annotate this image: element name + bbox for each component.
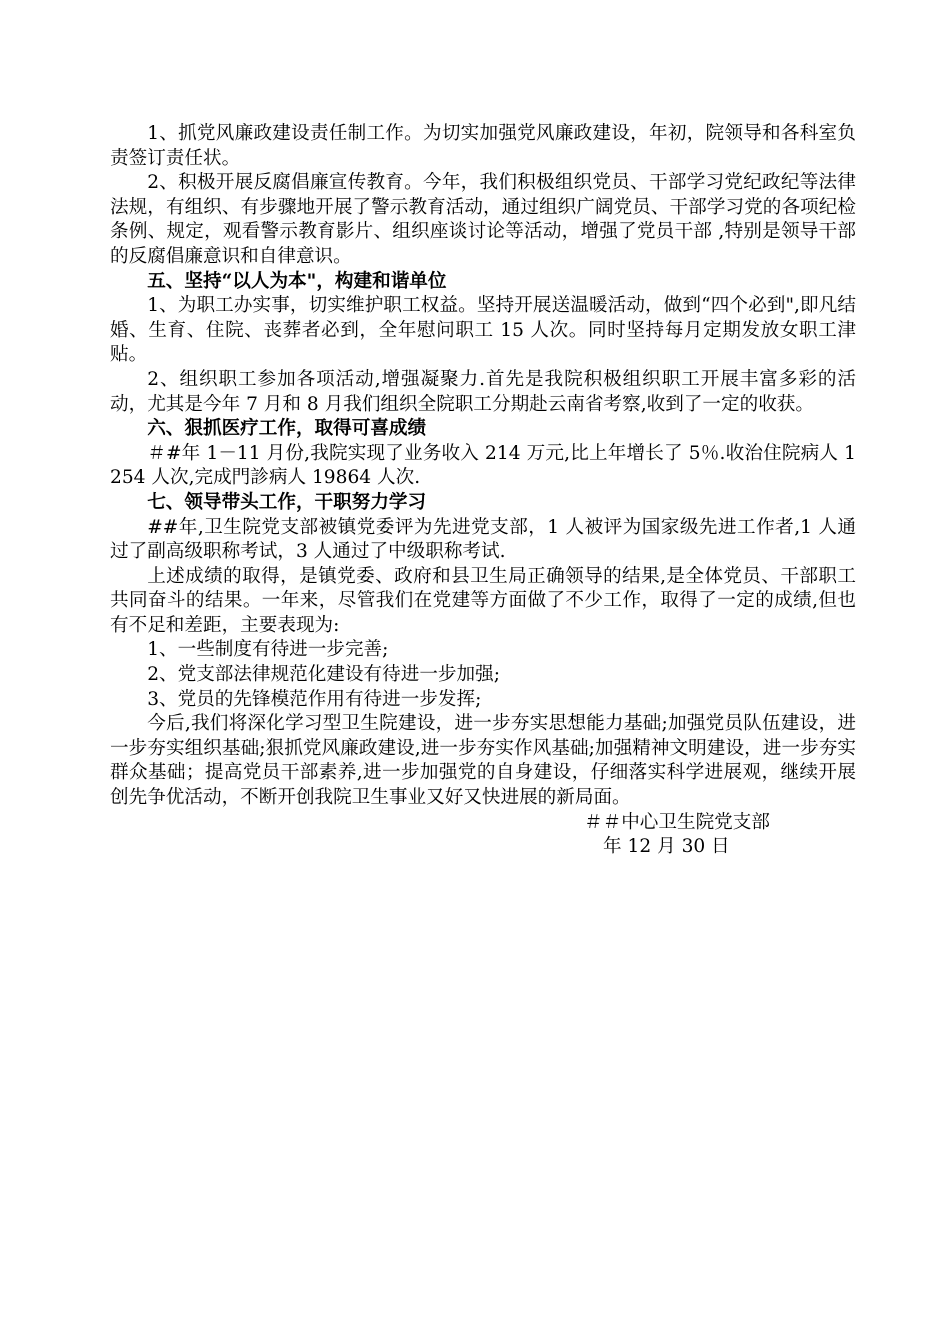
paragraph-8: 今后,我们将深化学习型卫生院建设，进一步夯实思想能力基础;加强党员队伍建设，进一步夯实组织基础;狠抓党风廉政建设,进一步夯实作风基础;加强精神文明建设，进一步夯实群众基础；提高党员干部素养,进一步加强党的自身建设，仔细落实科学进展观，继续开展创先争优活动，不断开创我院卫生事业又好又快进展的新局面。 [110,713,856,809]
paragraph-1: 1、抓党风廉政建设责任制工作。为切实加强党风廉政建设，年初，院领导和各科室负责签订责任状。 [110,123,856,169]
paragraph-7: 上述成绩的取得，是镇党委、政府和县卫生局正确领导的结果,是全体党员、干部职工共同奋斗的结果。一年来，尽管我们在党建等方面做了不少工作，取得了一定的成绩,但也有不足和差距，主要表现为: [110,565,856,636]
list-item-2: 2、党支部法律规范化建设有待进一步加强; [147,664,500,686]
signature-org: ＃＃中心卫生院党支部 [584,811,770,833]
section-heading-7: 七、领导带头工作，干职努力学习 [147,491,427,513]
section-heading-5: 五、坚持“以人为本"，构建和谐单位 [147,270,447,292]
section-heading-6: 六、狠抓医疗工作，取得可喜成绩 [147,418,427,440]
list-item-1: 1、一些制度有待进一步完善; [147,639,389,661]
paragraph-4: 2、组织职工参加各项活动,增强凝聚力.首先是我院积极组织职工开展丰富多彩的活动，尤其是今年 7 月和 8 月我们组织全院职工分期赴云南省考察,收到了一定的收获。 [110,368,856,415]
paragraph-2: 2、积极开展反腐倡廉宣传教育。今年，我们积极组织党员、干部学习党纪政纪等法律法规，有组织、有步骤地开展了警示教育活动，通过组织广阔党员、干部学习党的各项纪检条例、规定，观看警示教育影片、组织座谈讨论等活动，增强了党员干部 ,特别是领导干部的反腐倡廉意识和自律意识。 [110,172,856,267]
signature-date: 年 12 月 30 日 [603,836,730,858]
list-item-3: 3、党员的先锋模范作用有待进一步发挥; [147,688,482,710]
document-body [110,122,856,860]
paragraph-3: 1、为职工办实事，切实维护职工权益。坚持开展送温暖活动，做到“四个必到",即凡结婚、生育、住院、丧葬者必到，全年慰问职工 15 人次。同时坚持每月定期发放女职工津贴。 [110,295,856,366]
paragraph-5: ＃#年 1－11 月份,我院实现了业务收入 214 万元,比上年增长了 5％.收治住院病人 1254 人次,完成門診病人 19864 人次. [110,442,856,489]
paragraph-6: ##年,卫生院党支部被镇党委评为先进党支部，1 人被评为国家级先进工作者,1 人通过了副高级职称考试，3 人通过了中级职称考试. [110,516,856,563]
